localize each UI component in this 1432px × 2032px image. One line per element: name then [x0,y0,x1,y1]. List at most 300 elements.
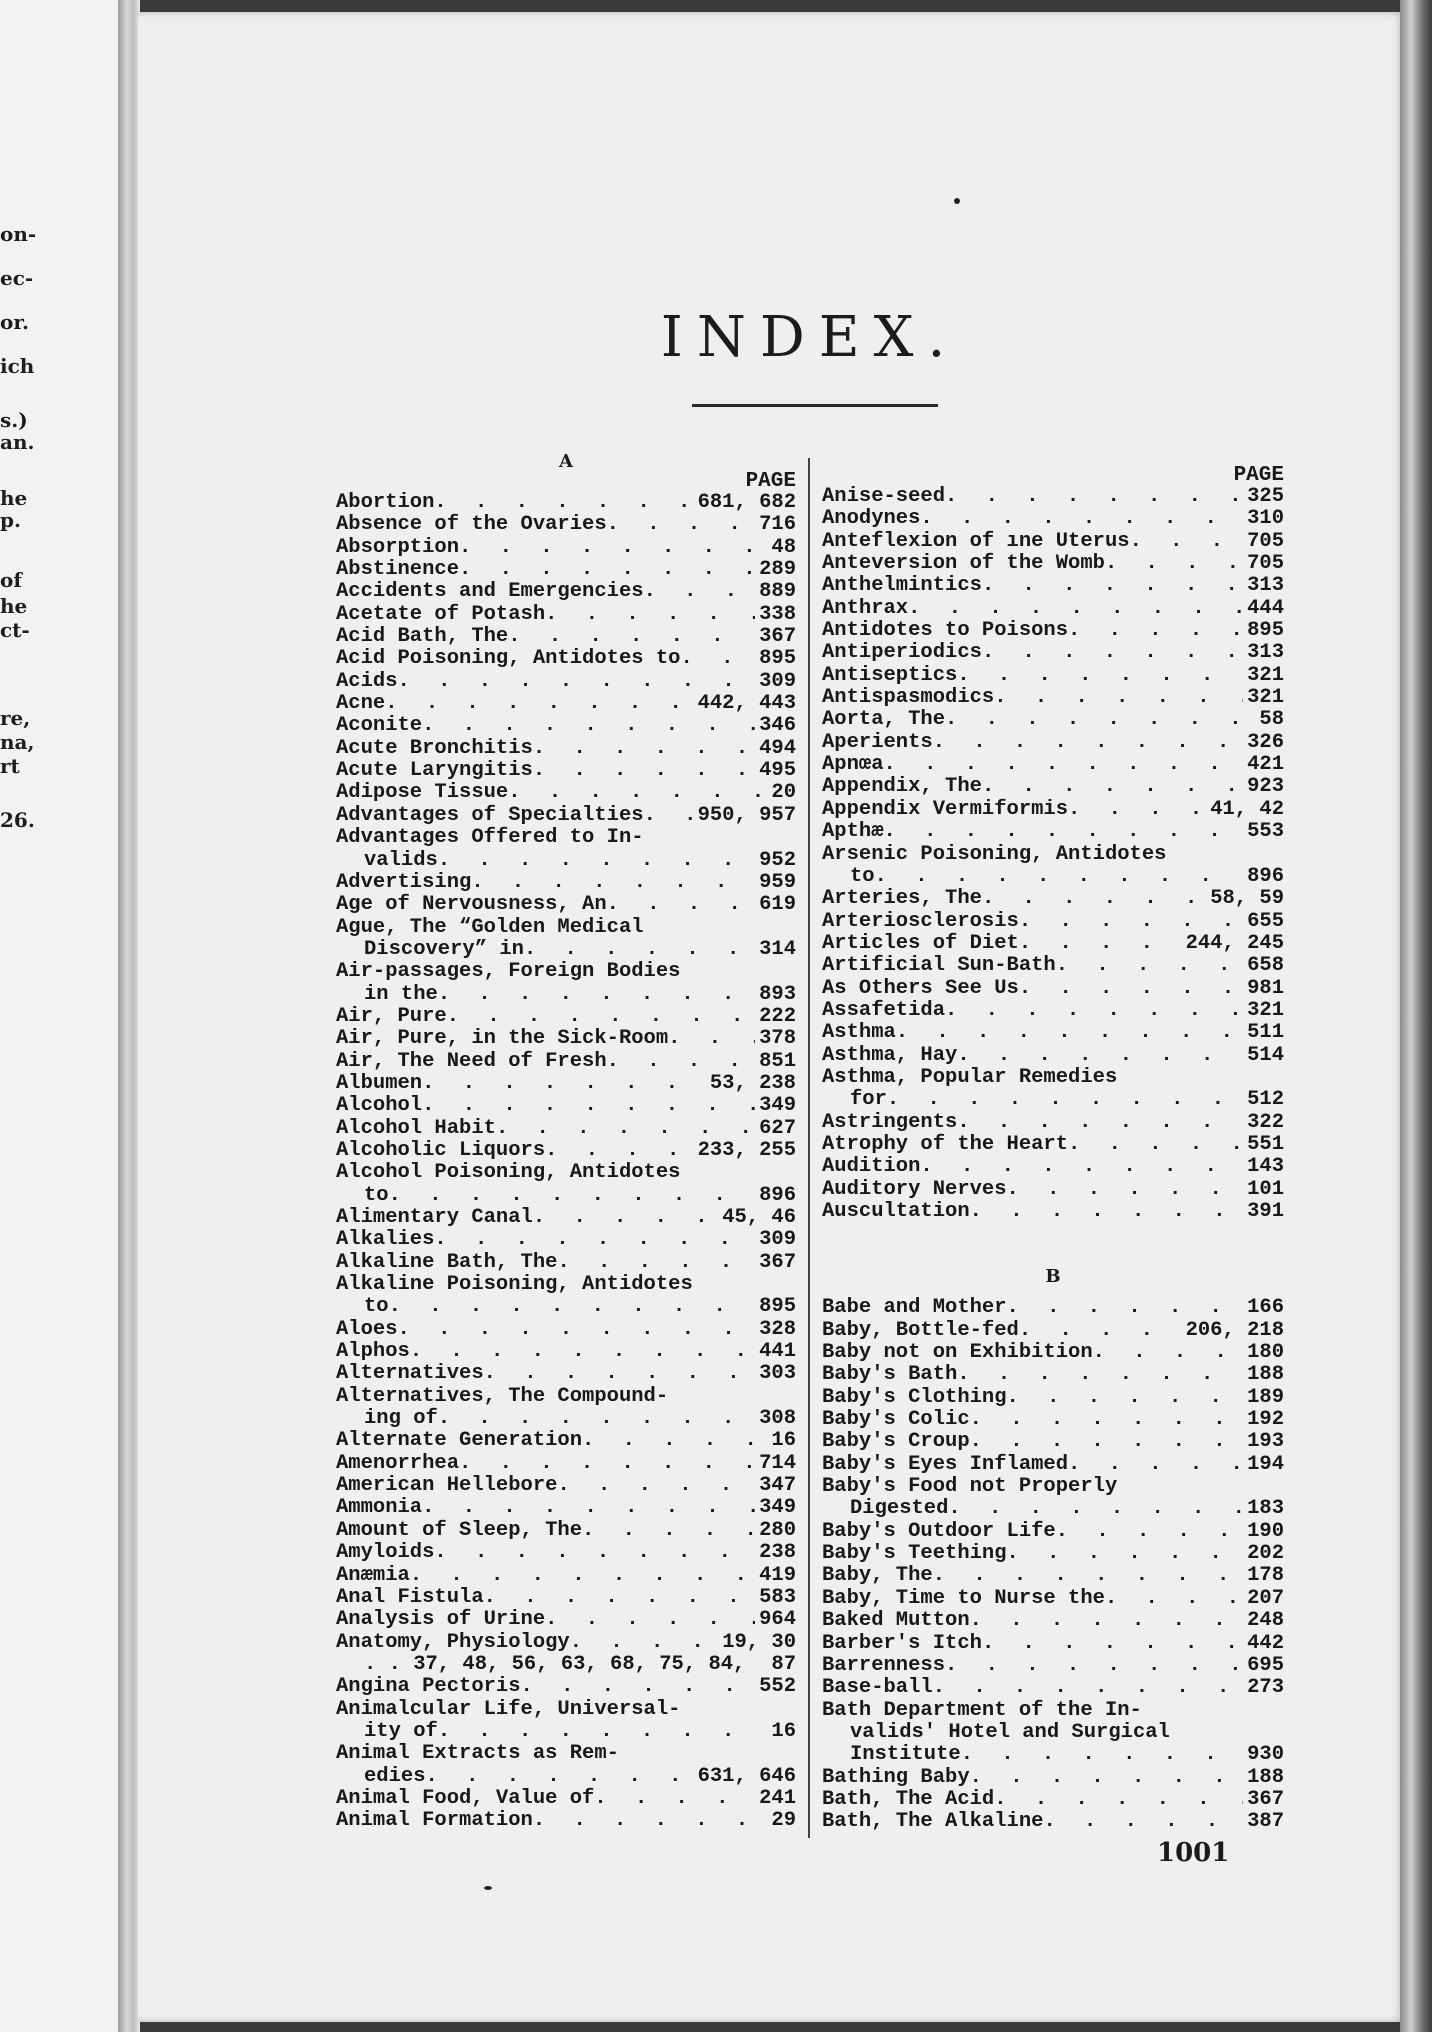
index-entry [336,760,796,782]
entry-term: Ague, The “Golden Medical [336,915,644,939]
leader-dots [438,850,755,872]
entry-term: Alcohol Poisoning, Antidotes [336,1161,681,1185]
entry-page: 244, 245 [1185,931,1284,955]
leader-dots [398,671,756,693]
leader-dots [668,1028,755,1050]
entry-page: 444 [1247,596,1284,620]
entry-page: 309 [759,669,796,693]
entry-term: Abortion [336,491,435,514]
index-entry [336,1162,796,1184]
index-entry [336,514,796,536]
entry-page: 20 [771,781,796,805]
entry-page: 273 [1247,1676,1284,1700]
entry-term: Alternate Generation [336,1429,583,1453]
entry-term: Alternatives [336,1362,484,1386]
index-entry [336,1788,796,1810]
entry-term: Advantages Offered to In- [336,826,644,850]
entry-term: valids' Hotel and Surgical [850,1720,1170,1744]
entry-term: Babe and Mother [822,1296,1007,1320]
facing-page-fragment: ec- [0,266,34,290]
leader-dots [459,537,767,559]
entry-page: 893 [759,982,796,1006]
entry-term: Arteriosclerosis [822,909,1019,933]
leader-dots [1007,1387,1244,1409]
index-entry [822,1342,1284,1364]
index-entry [336,1006,796,1028]
index-entry [822,821,1284,843]
entry-page: 631, 646 [697,1764,796,1788]
facing-page-fragment: s.) [0,408,28,432]
index-entry [336,1654,796,1676]
ink-speck [954,198,960,204]
leader-dots [896,1022,1243,1044]
index-entry [822,1767,1284,1789]
facing-page-fragment: 26. [0,808,35,832]
leader-dots [484,1363,755,1385]
facing-page-fragment: rt [0,754,20,778]
index-entry [822,866,1284,888]
entry-term: Apnœa [822,753,884,777]
index-entry [822,1112,1284,1134]
leader-dots [422,1095,755,1117]
leader-dots [410,1565,755,1587]
index-list-a-right [822,486,1284,1223]
leader-dots [422,1073,706,1095]
leader-dots [1007,1543,1244,1565]
entry-term: Alphos [336,1340,410,1364]
entry-page: 58, 59 [1210,887,1284,911]
index-entry [822,844,1284,866]
leader-dots [533,760,755,782]
leader-dots [545,1140,693,1162]
index-entry [336,1408,796,1430]
entry-term: Alkaline Bath, The [336,1250,558,1274]
index-entry [822,1320,1284,1342]
ink-speck [484,1886,492,1890]
index-entry [336,1296,796,1318]
leader-dots [582,1520,755,1542]
index-entry [822,598,1284,620]
entry-page: 705 [1247,529,1284,553]
leader-dots [438,1721,768,1743]
entry-term: Aorta, The [822,708,946,732]
entry-term: for [850,1088,887,1112]
entry-term: Alimentary Canal [336,1206,533,1229]
page-number: 1001 [1157,1838,1230,1868]
leader-dots [884,754,1244,776]
entry-term: Baby, Time to Nurse the [822,1586,1105,1610]
facing-page-fragment: he [0,594,28,618]
leader-dots [875,866,1243,888]
entry-term: Anise-seed [822,485,946,508]
index-entry [336,805,796,827]
leader-dots [447,1006,755,1028]
entry-term: Arteries, The [822,887,982,911]
entry-term: Accidents and Emergencies [336,580,644,604]
index-entry [822,1811,1284,1833]
entry-page: 188 [1247,1765,1284,1789]
leader-dots [1019,978,1243,1000]
index-entry [336,1699,796,1721]
page-stack-edge [1400,0,1432,2032]
entry-page: 695 [1247,1653,1284,1677]
leader-dots [970,1409,1243,1431]
entry-term: American Hellebore [336,1474,558,1498]
entry-term: Baby's Outdoor Life [822,1519,1056,1543]
entry-term: Advertising [336,870,472,894]
title-rule [692,404,938,407]
index-entry [336,984,796,1006]
index-entry [822,1297,1284,1319]
entry-page: 180 [1247,1341,1284,1365]
leader-dots [1019,1320,1182,1342]
entry-term: valids [364,848,438,872]
entry-term: Baby's Clothing [822,1385,1007,1409]
entry-term: Antidotes to Poisons [822,619,1069,643]
index-entry [336,648,796,670]
leader-dots [459,559,755,581]
entry-page: 981 [1247,976,1284,1000]
entry-term: Institute [850,1743,961,1767]
entry-term: to [850,864,875,888]
entry-term: Anteflexion of ıne Uterus [822,529,1130,553]
entry-page: 143 [1247,1155,1284,1179]
entry-page: 421 [1247,753,1284,777]
entry-page: 619 [759,893,796,917]
index-entry [336,1073,796,1095]
index-entry [336,581,796,603]
leader-dots [970,1767,1243,1789]
index-entry [336,1341,796,1363]
leader-dots [970,1431,1243,1453]
entry-term: Anthrax [822,596,909,620]
leader-dots [389,1296,755,1318]
entry-page: 45, 46 [722,1206,796,1229]
index-entry [336,850,796,872]
entry-term: Barrenness [822,1653,946,1677]
entry-page: 48 [771,535,796,559]
entry-term: Anodynes [822,507,921,531]
section-heading-b: B [1045,1266,1061,1288]
entry-term: Alcohol [336,1094,423,1118]
facing-page-fragment: an. [0,430,35,454]
index-entry [336,559,796,581]
entry-term: Baby's Colic [822,1408,970,1432]
leader-dots [422,715,755,737]
entry-page: 930 [1247,1743,1284,1767]
index-entry [822,1179,1284,1201]
entry-page: 241 [759,1786,796,1810]
entry-page: 511 [1247,1021,1284,1045]
leader-dots [434,492,693,514]
entry-page: 512 [1247,1088,1284,1112]
entry-term: Animalcular Life, Universal- [336,1697,681,1721]
entry-term: Anæmia [336,1563,410,1587]
entry-page: 552 [759,1675,796,1699]
entry-term: Articles of Diet [822,931,1019,955]
entry-page: 553 [1247,820,1284,844]
leader-dots [607,514,755,536]
leader-dots [1105,1588,1243,1610]
entry-page: 895 [759,647,796,671]
entry-page: 338 [759,602,796,626]
leader-dots [982,1633,1243,1655]
index-entry [336,1185,796,1207]
entry-term: Air, The Need of Fresh [336,1049,607,1073]
entry-page: 326 [1247,730,1284,754]
index-entry [822,732,1284,754]
entry-page: 207 [1247,1586,1284,1610]
facing-page-edge [0,0,125,2032]
leader-dots [887,1089,1243,1111]
index-entry [822,508,1284,530]
leader-dots [1068,1134,1243,1156]
leader-dots [557,1475,755,1497]
leader-dots [920,508,1243,530]
entry-page: 58 [1259,708,1284,732]
entry-page: 206, 218 [1185,1318,1284,1342]
entry-term: Auditory Nerves [822,1177,1007,1201]
entry-page: 194 [1247,1452,1284,1476]
entry-term: Appendix, The [822,775,982,799]
leader-dots [644,581,756,603]
index-list-a-left [336,492,796,1833]
index-entry [336,1051,796,1073]
leader-dots [1056,955,1243,977]
entry-page: 313 [1247,574,1284,598]
entry-page: 964 [759,1608,796,1632]
entry-term: Acids [336,669,398,693]
leader-dots [982,888,1206,910]
leader-dots [970,1610,1243,1632]
index-entry [822,1588,1284,1610]
entry-term: Adipose Tissue [336,781,509,805]
leader-dots [385,693,693,715]
index-entry [822,486,1284,508]
entry-page: 188 [1247,1363,1284,1387]
index-entry [336,1252,796,1274]
entry-term: Acute Laryngitis [336,759,533,783]
leader-dots [459,1453,755,1475]
entry-term: . . 37, 48, 56, 63, 68, 75, 84, [364,1652,746,1676]
entry-term: Absorption [336,535,460,559]
leader-dots [389,1185,755,1207]
page-title: INDEX. [660,305,960,370]
index-entry [822,1364,1284,1386]
page-column-label: PAGE [745,470,796,493]
leader-dots [1007,1179,1244,1201]
leader-dots [557,1252,755,1274]
entry-term: Atrophy of the Heart [822,1132,1069,1156]
leader-dots [994,687,1243,709]
index-entry [336,827,796,849]
entry-term: Bath, The Alkaline [822,1810,1044,1834]
index-entry [336,1319,796,1341]
leader-dots [884,821,1244,843]
entry-page: 851 [759,1049,796,1073]
entry-term: Barber's Itch [822,1631,982,1655]
entry-term: Base-ball [822,1676,933,1700]
entry-page: 248 [1247,1609,1284,1633]
leader-dots [1019,911,1243,933]
entry-term: Arsenic Poisoning, Antidotes [822,842,1167,866]
entry-term: As Others See Us [822,976,1019,1000]
leader-dots [484,1587,755,1609]
entry-page: 349 [759,1094,796,1118]
index-entry [822,754,1284,776]
entry-term: Alkaline Poisoning, Antidotes [336,1273,693,1297]
entry-term: Angina Pectoris [336,1675,521,1699]
entry-page: 367 [1247,1787,1284,1811]
index-entry [822,1722,1284,1744]
entry-term: Bathing Baby [822,1765,970,1789]
entry-term: Discovery” in [364,937,524,961]
index-entry [336,1676,796,1698]
entry-page: 53, 238 [709,1071,796,1095]
entry-page: 551 [1247,1132,1284,1156]
facing-page-fragment: or. [0,310,30,334]
leader-dots [607,1051,755,1073]
index-entry [822,575,1284,597]
entry-term: Ammonia [336,1496,423,1520]
entry-term: Artificial Sun-Bath [822,954,1056,978]
entry-term: Baby's Food not Properly [822,1475,1118,1499]
index-entry [822,1700,1284,1722]
index-entry [822,709,1284,731]
entry-page: 190 [1247,1519,1284,1543]
entry-page: 627 [759,1116,796,1140]
leader-dots [1105,553,1243,575]
index-entry [822,1521,1284,1543]
index-entry [336,1565,796,1587]
index-entry [822,1789,1284,1811]
entry-page: 442 [1247,1631,1284,1655]
entry-term: Acid Poisoning, Antidotes to [336,647,681,671]
entry-term: in the [364,982,438,1006]
index-entry [822,1067,1284,1089]
index-entry [822,888,1284,910]
entry-page: 952 [759,848,796,872]
entry-term: Baby not on Exhibition [822,1341,1093,1365]
entry-page: 202 [1247,1542,1284,1566]
index-entry [336,1810,796,1832]
entry-page: 321 [1247,998,1284,1022]
entry-page: 193 [1247,1430,1284,1454]
entry-term: Anteversion of the Womb [822,552,1105,576]
index-entry [336,1028,796,1050]
entry-page: 347 [759,1474,796,1498]
entry-term: Alcoholic Liquors [336,1138,546,1162]
entry-page: 950, 957 [697,803,796,827]
leader-dots [508,626,755,648]
leader-dots [1043,1811,1243,1833]
entry-page: 325 [1247,485,1284,508]
entry-page: 322 [1247,1110,1284,1134]
leader-dots [1068,1454,1243,1476]
entry-page: 923 [1247,775,1284,799]
index-entry [336,961,796,983]
entry-page: 310 [1247,507,1284,531]
leader-dots [508,782,767,804]
entry-page: 314 [759,937,796,961]
index-list-b [822,1297,1284,1833]
entry-page: 321 [1247,686,1284,710]
entry-page: 328 [759,1317,796,1341]
index-entry [336,537,796,559]
book-gutter [118,0,140,2032]
index-entry [336,1609,796,1631]
index-entry [336,1207,796,1229]
leader-dots [496,1118,755,1140]
index-entry [822,687,1284,709]
index-entry [822,1476,1284,1498]
leader-dots [533,738,755,760]
index-entry [822,1201,1284,1223]
entry-term: Aconite [336,714,423,738]
entry-term: Antiperiodics [822,641,982,665]
index-entry [822,1677,1284,1699]
index-entry [336,939,796,961]
index-entry [822,531,1284,553]
leader-dots [410,1341,755,1363]
index-entry [336,917,796,939]
index-entry [822,1454,1284,1476]
leader-dots [398,1319,756,1341]
entry-term: Aloes [336,1317,398,1341]
entry-term: Animal Extracts as Rem- [336,1742,619,1766]
leader-dots [933,1565,1243,1587]
index-entry [336,693,796,715]
leader-dots [994,1789,1243,1811]
index-entry [822,1543,1284,1565]
index-entry [822,1655,1284,1677]
entry-term: Baked Mutton [822,1609,970,1633]
leader-dots [957,665,1243,687]
entry-term: Baby's Croup [822,1430,970,1454]
entry-term: Alcohol Habit [336,1116,496,1140]
entry-page: 16 [771,1429,796,1453]
entry-term: Alternatives, The Compound- [336,1384,669,1408]
entry-page: 705 [1247,552,1284,576]
leader-dots [426,1766,694,1788]
leader-dots [1093,1342,1243,1364]
entry-page: 896 [1247,864,1284,888]
leader-dots [908,598,1243,620]
entry-term: Baby, Bottle-fed [822,1318,1019,1342]
index-entry [336,626,796,648]
entry-page: 367 [759,1250,796,1274]
index-entry [336,1386,796,1408]
leader-dots [521,1676,756,1698]
entry-term: Anal Fistula [336,1585,484,1609]
entry-page: 714 [759,1451,796,1475]
index-entry [336,1118,796,1140]
entry-term: to [364,1183,389,1207]
entry-page: 309 [759,1228,796,1252]
entry-term: Baby's Eyes Inflamed [822,1452,1069,1476]
entry-page: 233, 255 [697,1138,796,1162]
leader-dots [1130,531,1244,553]
index-entry [336,1140,796,1162]
facing-page-fragment: ich [0,354,35,378]
index-entry [336,1274,796,1296]
entry-page: 29 [771,1809,796,1833]
leader-dots [945,1000,1243,1022]
entry-term: Baby, The [822,1564,933,1588]
entry-term: Amenorrhea [336,1451,460,1475]
index-entry [336,671,796,693]
entry-term: Audition [822,1155,921,1179]
